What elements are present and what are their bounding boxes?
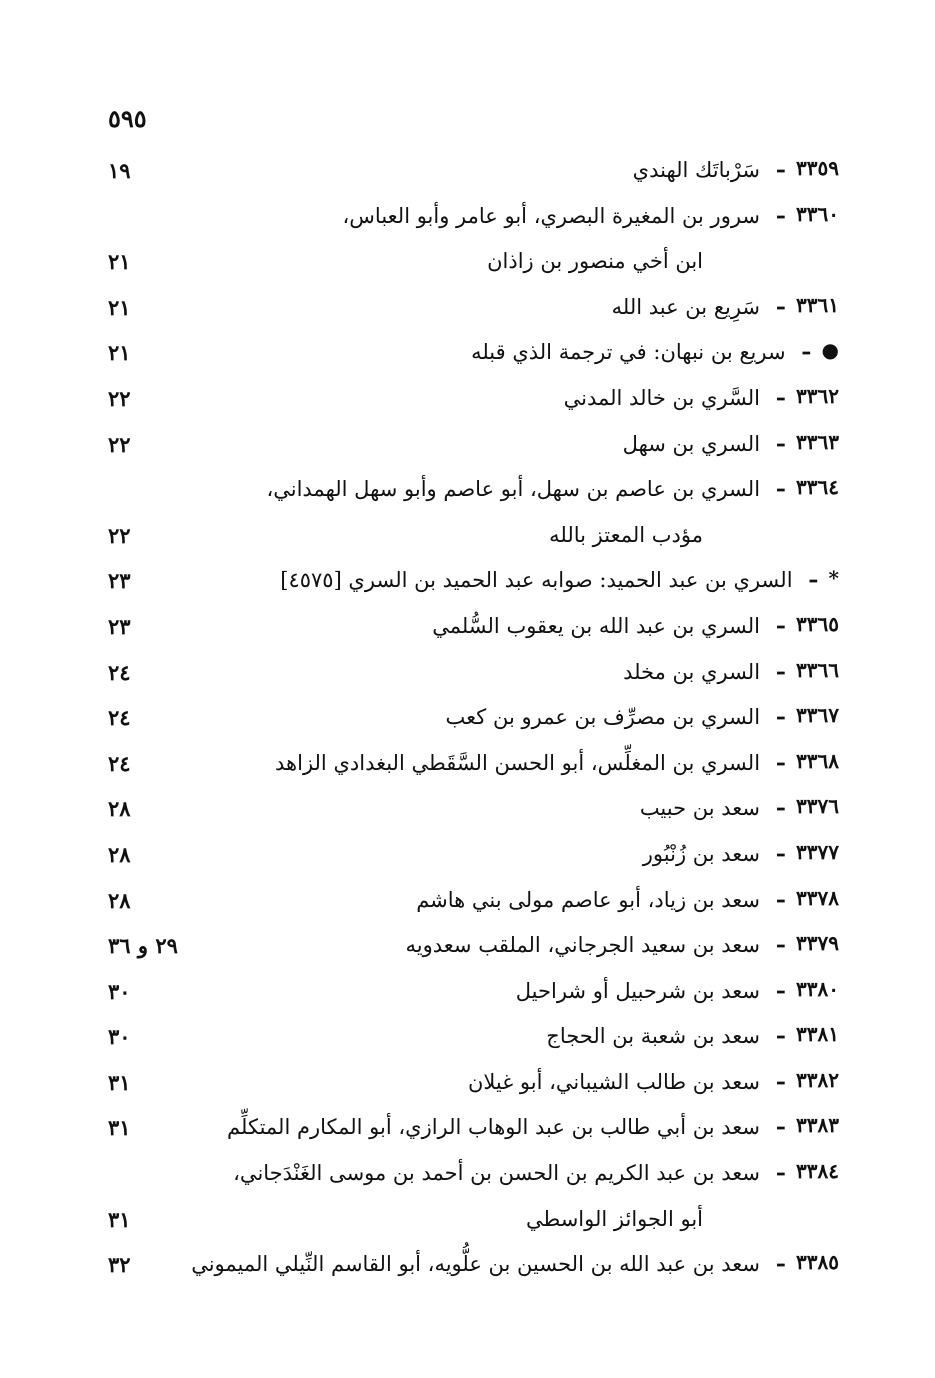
entry-name: السَّري بن خالد المدني <box>563 385 761 410</box>
entry-page-reference: ٢٢ <box>108 385 131 411</box>
entry-name: سعد بن زياد، أبو عاصم مولى بني هاشم <box>416 887 761 912</box>
entry-page-reference: ٢٢ <box>108 522 131 548</box>
entry-page-reference: ٣٠ <box>108 1024 131 1050</box>
index-entry <box>0 196 935 242</box>
index-entry <box>0 1244 935 1290</box>
entry-number: ٣٣٧٩ <box>796 931 839 956</box>
entry-name: السري بن عبد الحميد: صوابه عبد الحميد بن السري [٤٥٧٥] <box>280 568 793 593</box>
entry-name: سريع بن نبهان: في ترجمة الذي قبله <box>471 340 786 365</box>
entry-name: سعد بن أبي طالب بن عبد الوهاب الرازي، أبو المكارم المتكلِّم <box>227 1115 761 1140</box>
entry-name: السري بن مخلد <box>623 659 761 684</box>
entry-name: سعد بن حبيب <box>639 796 761 821</box>
index-entry <box>0 788 935 834</box>
entry-name: السري بن عبد الله بن يعقوب السُّلمي <box>432 613 761 638</box>
entry-name: سعد بن زُنْبُور <box>642 841 761 866</box>
index-entry <box>0 652 935 698</box>
entry-dash: ـ <box>777 835 785 862</box>
entry-dash: ـ <box>777 1109 785 1136</box>
entry-number: ٣٣٨٤ <box>796 1159 839 1184</box>
entry-dash: ـ <box>777 607 785 634</box>
entry-number: ٣٣٨٠ <box>796 976 839 1001</box>
entry-name: ابن أخي منصور بن زاذان <box>487 249 703 274</box>
entry-dash: ـ <box>777 972 785 999</box>
entry-dash: ـ <box>777 152 785 178</box>
entry-name: السري بن سهل <box>622 431 761 456</box>
entry-number: ٣٣٦٢ <box>796 383 839 408</box>
index-entries <box>0 150 935 1290</box>
entry-page-reference: ١٩ <box>108 158 131 183</box>
entry-page-reference: ٢٨ <box>108 841 131 867</box>
entry-number: ٣٣٦١ <box>796 292 839 317</box>
entry-name: مؤدب المعتز بالله <box>549 522 703 547</box>
index-entry <box>0 332 935 378</box>
entry-number: ٣٣٨٥ <box>796 1250 839 1275</box>
index-entry <box>0 469 935 515</box>
entry-page-reference: ٢١ <box>108 294 131 320</box>
entry-dash: ـ <box>777 288 785 315</box>
entry-name: سعد بن عبد الله بن الحسين بن علُّويه، أبو القاسم النِّيلي الميموني <box>191 1252 761 1277</box>
entry-page-reference: ٣٠ <box>108 978 131 1004</box>
entry-dash: ـ <box>777 471 785 498</box>
entry-page-reference: ٢٣ <box>108 568 131 594</box>
index-entry <box>0 1107 935 1153</box>
entry-name: السري بن عاصم بن سهل، أبو عاصم وأبو سهل الهمداني، <box>266 477 761 502</box>
index-entry <box>0 606 935 652</box>
entry-name: سعد بن طالب الشيباني، أبو غيلان <box>467 1069 761 1094</box>
entry-dash: ـ <box>777 1018 785 1045</box>
entry-page-reference: ٢٩ و ٣٦ <box>108 933 178 959</box>
entry-page-reference: ٣١ <box>108 1115 131 1141</box>
entry-number: ٣٣٦٧ <box>796 703 839 728</box>
index-entry <box>0 834 935 880</box>
index-entry <box>0 697 935 743</box>
entry-name: سرور بن المغيرة البصري، أبو عامر وأبو العباس، <box>342 203 761 228</box>
entry-page-reference: ٢٢ <box>108 431 131 457</box>
entry-dash: ـ <box>777 927 785 954</box>
index-entry <box>0 925 935 971</box>
entry-page-reference: ٢١ <box>108 340 131 366</box>
index-entry <box>0 1153 935 1199</box>
entry-number: ٣٣٧٧ <box>796 839 839 864</box>
index-entry <box>0 971 935 1017</box>
index-entry <box>0 560 935 606</box>
entry-dash: ـ <box>777 744 785 771</box>
entry-page-reference: ٢٨ <box>108 796 131 822</box>
entry-page-reference: ٢٤ <box>108 705 131 731</box>
index-entry <box>0 287 935 333</box>
entry-name: أبو الجوائز الواسطي <box>525 1206 703 1231</box>
entry-page-reference: ٢٨ <box>108 887 131 913</box>
entry-dash: ـ <box>777 1155 785 1182</box>
entry-name: سَرِيع بن عبد الله <box>611 294 761 319</box>
entry-page-reference: ٢٤ <box>108 659 131 685</box>
entry-number: ٣٣٦٨ <box>796 748 839 773</box>
entry-dash: ـ <box>810 562 817 589</box>
index-entry <box>0 1016 935 1062</box>
entry-dash: ـ <box>777 881 785 908</box>
entry-number: ٣٣٦٦ <box>796 657 839 682</box>
entry-dash: ـ <box>777 1246 785 1273</box>
entry-dash: ـ <box>777 197 785 224</box>
entry-page-reference: ٢٣ <box>108 613 131 639</box>
entry-dash: ـ <box>777 653 785 680</box>
index-entry <box>0 515 935 561</box>
index-entry <box>0 880 935 926</box>
entry-name: سعد بن عبد الكريم بن الحسن بن أحمد بن موسى الغَنْدَجاني، <box>233 1161 761 1186</box>
index-entry <box>0 743 935 789</box>
entry-dash: ـ <box>777 790 785 817</box>
entry-number: ٣٣٨٢ <box>796 1067 839 1092</box>
entry-number: ٣٣٦٣ <box>796 429 839 454</box>
index-entry <box>0 150 935 196</box>
entry-dash: ـ <box>777 1063 785 1090</box>
entry-page-reference: ٢١ <box>108 249 131 275</box>
entry-number: ٣٣٦٠ <box>796 201 839 226</box>
entry-dash: ـ <box>777 699 785 726</box>
entry-number: ٣٣٧٨ <box>796 885 839 910</box>
entry-number: ● <box>821 338 839 363</box>
index-entry <box>0 424 935 470</box>
entry-dash: ـ <box>777 379 785 406</box>
entry-dash: ـ <box>803 334 810 361</box>
entry-number: ٣٣٨٣ <box>796 1113 839 1138</box>
entry-name: السري بن مصرِّف بن عمرو بن كعب <box>445 705 761 730</box>
entry-page-reference: ٣٢ <box>108 1252 131 1278</box>
index-entry <box>0 1199 935 1245</box>
index-entry <box>0 241 935 287</box>
entry-name: سعد بن سعيد الجرجاني، الملقب سعدويه <box>405 933 761 958</box>
entry-page-reference: ٣١ <box>108 1069 131 1095</box>
entry-number: * <box>828 566 839 591</box>
entry-number: ٣٣٦٥ <box>796 611 839 636</box>
entry-dash: ـ <box>777 425 785 452</box>
entry-number: ٣٣٦٤ <box>796 475 839 500</box>
page-number: ٥٩٥ <box>108 104 147 133</box>
entry-name: السري بن المغلِّس، أبو الحسن السَّقَطي البغدادي الزاهد <box>275 750 761 775</box>
entry-page-reference: ٣١ <box>108 1206 131 1232</box>
entry-name: سَرْباتَك الهندي <box>632 158 761 182</box>
index-entry <box>0 378 935 424</box>
entry-number: ٣٣٧٦ <box>796 794 839 819</box>
entry-name: سعد بن شعبة بن الحجاج <box>546 1024 761 1049</box>
entry-name: سعد بن شرحبيل أو شراحيل <box>515 978 761 1003</box>
entry-number: ٣٣٥٩ <box>796 156 839 180</box>
entry-number: ٣٣٨١ <box>796 1022 839 1047</box>
index-entry <box>0 1062 935 1108</box>
entry-page-reference: ٢٤ <box>108 750 131 776</box>
